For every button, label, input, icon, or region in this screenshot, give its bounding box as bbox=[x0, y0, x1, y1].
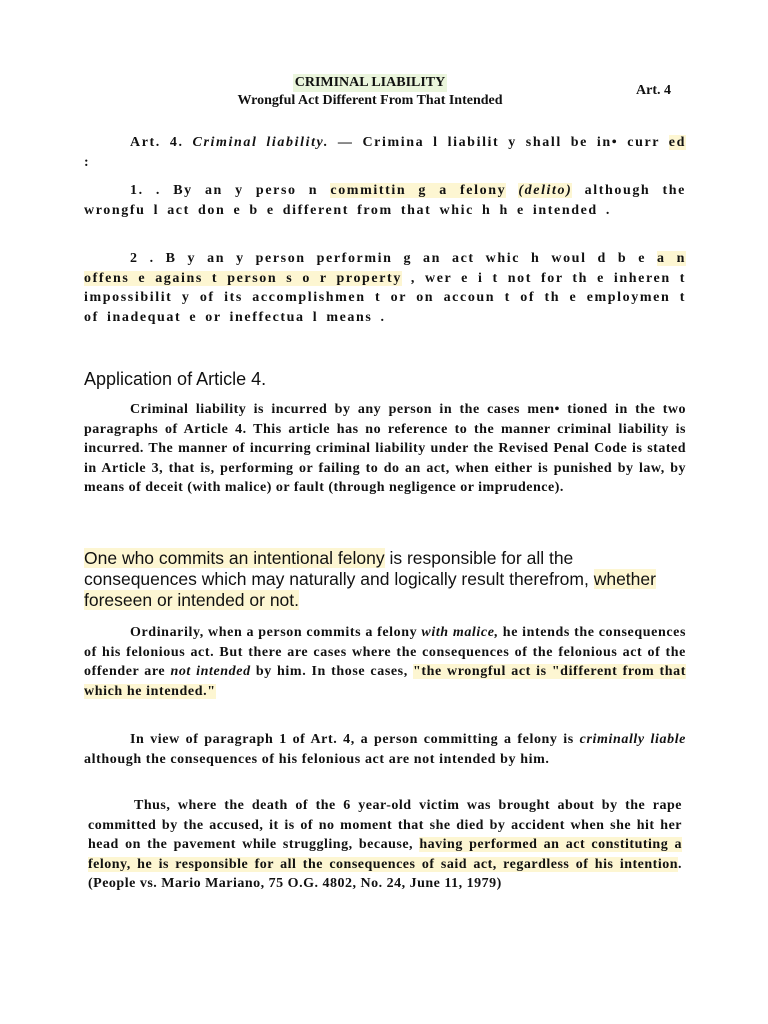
article-paragraph-1 bbox=[84, 181, 686, 220]
intro-text-1: — Crimina l liabilit y shall be in• curr bbox=[328, 135, 669, 150]
page-title bbox=[180, 74, 560, 110]
para2-a: Ordinarily, when a person commits a felony bbox=[130, 625, 422, 640]
section-paragraph-4 bbox=[88, 796, 682, 894]
intro-num: 4. bbox=[169, 135, 184, 150]
para2-e: by him. In those cases, bbox=[250, 664, 414, 680]
para2-f: "the wrongful act is "different from that which he intended." bbox=[84, 664, 686, 699]
p1-e: although the wrongfu l act don e b e different from that whic h h e intended . bbox=[84, 183, 686, 218]
rule-b: is responsible for all the consequences which may naturally and logically result therefrom, bbox=[84, 548, 594, 589]
para4-a: Thus, where the death of the 6 year-old victim was brought about by the rape committed by the accused, it is of no moment that she died by accident when she hit her head on the pavement while struggling, because, bbox=[88, 798, 682, 853]
section-paragraph-1: Criminal liability is incurred by any person in the cases men• tioned in the two paragraphs of Article 4. This article has no reference to the manner criminal liability is incurred. The manner of incurring criminal liability under the Revised Penal Code is stated in Article 3, that is, performing or failing to do an act, when either is punished by law, by means of deceit (with malice) or fault (through negligence or imprudence). bbox=[84, 402, 686, 496]
para3-a: In view of paragraph 1 of Art. 4, a person committing a felony is bbox=[130, 732, 580, 747]
intro-heading: Criminal liability. bbox=[192, 135, 329, 150]
p1-d: (delito) bbox=[518, 183, 573, 198]
para3-c: although the consequences of his felonious act are not intended by him. bbox=[84, 751, 550, 767]
rule-a: One who commits an intentional felony bbox=[84, 548, 385, 568]
article-tag: Art. 4 bbox=[636, 83, 671, 98]
para4-c: . (People vs. Mario Mariano, 75 O.G. 4802, No. 24, June 11, 1979) bbox=[88, 856, 682, 892]
p2-b: a n offens e agains t person s o r property bbox=[84, 251, 686, 286]
section-paragraph-3 bbox=[84, 730, 686, 769]
article-paragraph-2 bbox=[84, 249, 686, 327]
section-heading: Application of Article 4. bbox=[84, 369, 267, 389]
para2-d: not intended bbox=[170, 664, 251, 680]
para4-b: having performed an act constituting a felony, he is responsible for all the consequences of said act, regardless of his intention bbox=[88, 837, 682, 872]
article-intro bbox=[84, 133, 686, 172]
para2-b: with malice, bbox=[421, 625, 499, 640]
para3-b: criminally liable bbox=[579, 732, 686, 747]
p2-c: , wer e i t not for th e inheren t impossibilit y of its accomplishmen t or on accoun t of th e employmen t of inadequat e or ineffectua l means . bbox=[84, 270, 686, 325]
title-main: CRIMINAL LIABILITY bbox=[294, 75, 446, 90]
p1-c bbox=[506, 183, 518, 198]
para2-c: he intends the consequences of his felonious act. But there are cases where the consequences of the felonious act of the offender are bbox=[84, 625, 687, 680]
intro-text-2: ed bbox=[668, 135, 686, 150]
p1-a: 1. . By an y perso n bbox=[130, 183, 331, 198]
p1-b: committin g a felony bbox=[330, 183, 507, 198]
intro-text-3: : bbox=[84, 154, 91, 170]
title-subtitle: Wrongful Act Different From That Intended bbox=[237, 93, 503, 108]
rule-c: whether foreseen or intended or not. bbox=[84, 569, 656, 610]
section-paragraph-2 bbox=[84, 623, 686, 701]
p2-a: 2 . B y an y person performin g an act whic h woul d b e bbox=[130, 251, 658, 266]
intro-prefix: Art. bbox=[130, 135, 161, 150]
rule-statement bbox=[84, 548, 684, 611]
